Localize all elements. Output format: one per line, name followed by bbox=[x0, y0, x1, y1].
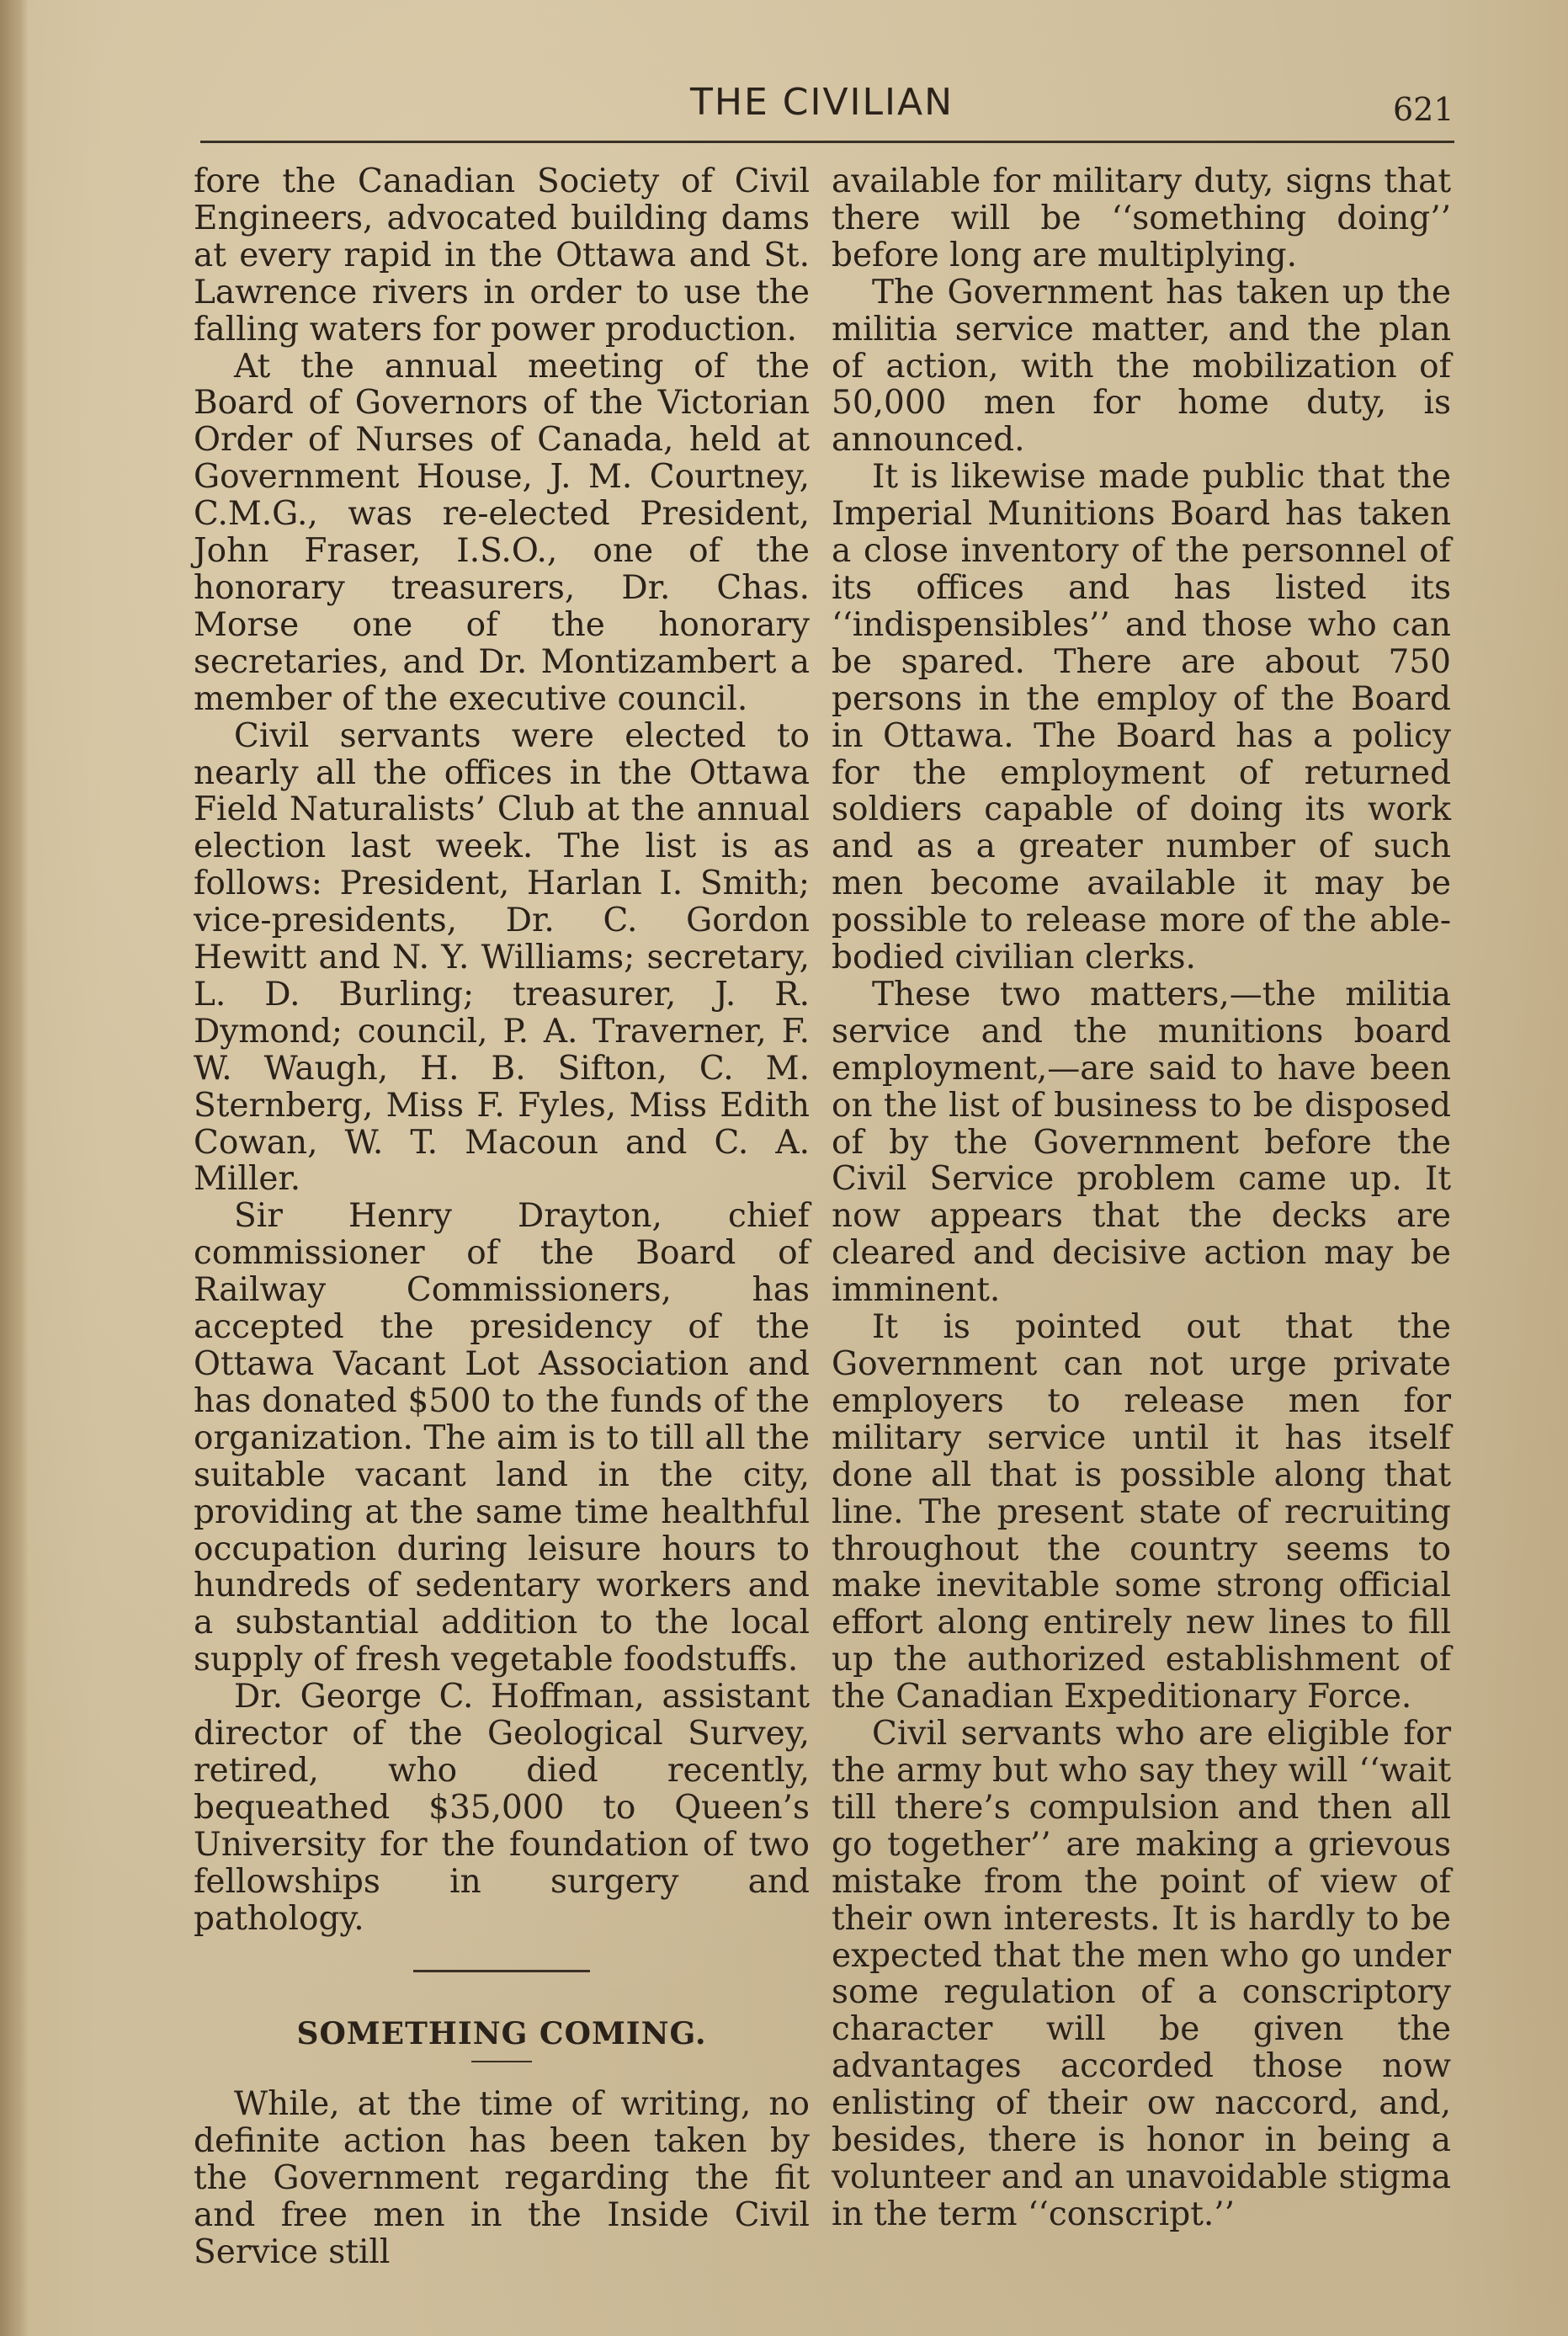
paragraph: These two matters,—the militia service and the munitions board employment,—are said to have been on the list of business to be disposed of by the Government before the Civil Service problem came up. It now appears that the decks are cleared and decisive action may be imminent. bbox=[832, 975, 1451, 1310]
section-separator bbox=[413, 1970, 590, 1972]
left-column bbox=[194, 163, 810, 2271]
binding-edge bbox=[0, 0, 29, 2336]
paragraph: It is pointed out that the Government can not urge private employers to release men for military service until it has itself done all that is possible along that line. The present state of recruiting throughout the country seems to make inevitable some strong official effort along entirely new lines to fill up the authorized establishment of the Canadian Expeditionary Force. bbox=[832, 1308, 1451, 1716]
paragraph: fore the Canadian Society of Civil Engineers, advocated building dams at every rapid in the Ottawa and St. Lawrence rivers in order to use the falling waters for power production. bbox=[194, 162, 810, 349]
paragraph: The Government has taken up the militia service matter, and the plan of action, with the mobilization of 50,000 men for home duty, is announced. bbox=[832, 273, 1451, 460]
header-rule bbox=[200, 141, 1454, 143]
right-column bbox=[832, 163, 1451, 2233]
paragraph: available for military duty, signs that there will be ‘‘something doing’’ before long are multiplying. bbox=[832, 162, 1451, 274]
paragraph: Dr. George C. Hoffman, assistant director of the Geological Survey, retired, who died recently, bequeathed $35,000 to Queen’s University for the foundation of two fellowships in surgery and pathology. bbox=[194, 1678, 810, 1938]
page-number: 621 bbox=[1393, 91, 1454, 128]
heading-dash bbox=[471, 2061, 532, 2062]
section-heading: SOMETHING COMING. bbox=[296, 2015, 707, 2051]
paragraph: Civil servants were elected to nearly all the offices in the Ottawa Field Naturalists’ Club at the annual election last week. The list is as follows: President, Harlan I. Smith; vice-presidents, Dr. C. Gordon Hewitt and N. Y. Williams; secretary, L. D. Burling; treasurer, J. R. Dymond; council, P. A. Traverner, F. W. Waugh, H. B. Sifton, C. M. Sternberg, Miss F. Fyles, Miss Edith Cowan, W. T. Macoun and C. A. Miller. bbox=[194, 716, 810, 1199]
paragraph: While, at the time of writing, no definite action has been taken by the Government regarding the fit and free men in the Inside Civil Service still bbox=[194, 2085, 810, 2272]
paragraph: Sir Henry Drayton, chief commissioner of the Board of Railway Commissioners, has accepted the presidency of the Ottawa Vacant Lot Association and has donated $500 to the funds of the organization. The aim is to till all the suitable vacant land in the city, providing at the same time healthful occupation during leisure hours to hundreds of sedentary workers and a substantial addition to the local supply of fresh vegetable foodstuffs. bbox=[194, 1197, 810, 1679]
paragraph: It is likewise made public that the Imperial Munitions Board has taken a close inventory of the personnel of its offices and has listed its ‘‘indispensibles’’ and those who can be spared. There are about 750 persons in the employ of the Board in Ottawa. The Board has a policy for the employment of returned soldiers capable of doing its work and as a greater number of such men become available it may be possible to release more of the able-bodied civilian clerks. bbox=[832, 458, 1451, 977]
paragraph: At the annual meeting of the Board of Governors of the Victorian Order of Nurses of Canada, held at Government House, J. M. Courtney, C.M.G., was re-elected President, John Fraser, I.S.O., one of the honorary treasurers, Dr. Chas. Morse one of the honorary secretaries, and Dr. Montizambert a member of the executive council. bbox=[194, 347, 810, 718]
running-head: THE CIVILIAN bbox=[690, 81, 954, 124]
paragraph: Civil servants who are eligible for the army but who say they will ‘‘wait till there’s compulsion and then all go together’’ are making a grievous mistake from the point of view of their own interests. It is hardly to be expected that the men who go under some regulation of a conscriptory character will be given the advantages accorded those now enlisting of their ow naccord, and, besides, there is honor in being a volunteer and an unavoidable stigma in the term ‘‘conscript.’’ bbox=[832, 1715, 1451, 2233]
